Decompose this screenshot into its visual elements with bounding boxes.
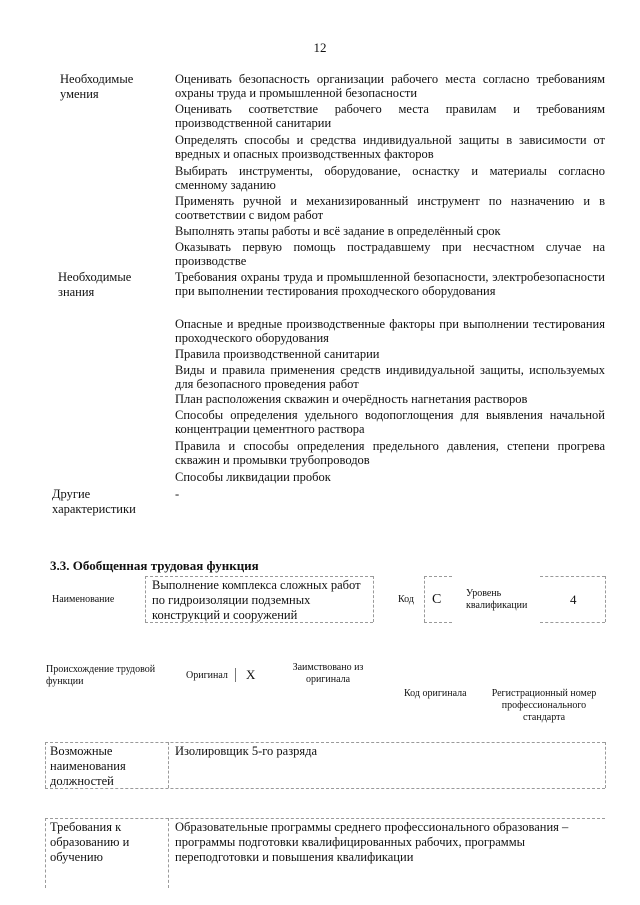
other-label: Другие характеристики <box>52 487 136 516</box>
education-label: Требования к образованию и обучению <box>50 820 130 864</box>
code-value: C <box>432 592 442 607</box>
reg-number-label: Регистрационный номер профессионального стандарта <box>491 688 597 723</box>
knowledge-item: Опасные и вредные производственные факторы при выполнении тестирования проходческого оборудования <box>175 317 605 345</box>
skill-item: Выбирать инструменты, оборудование, оснастку и материалы согласно сменному заданию <box>175 164 605 192</box>
page-number: 12 <box>313 40 327 55</box>
name-label: Наименование <box>52 594 115 605</box>
skill-item: Выполнять этапы работы и всё задание в определённый срок <box>175 224 501 238</box>
skill-item: Оценивать соответствие рабочего места правилам и требованиям производственной санитарии <box>175 102 605 130</box>
original-label: Оригинал <box>186 670 228 681</box>
positions-label: Возможные наименования должностей <box>50 744 126 788</box>
borrowed-label: Заимствовано из оригинала <box>292 662 364 685</box>
level-label: Уровень квалификации <box>466 588 528 611</box>
knowledge-item: Правила производственной санитарии <box>175 347 380 361</box>
positions-value: Изолировщик 5-го разряда <box>175 744 318 758</box>
other-value: - <box>175 487 180 501</box>
skill-item: Оценивать безопасность организации рабочего места согласно требованиям охраны труда и промышленной безопасности <box>175 72 605 100</box>
code-label: Код <box>398 594 414 605</box>
knowledge-item: Виды и правила применения средств индивидуальной защиты, используемых для безопасного проведения работ <box>175 363 605 391</box>
knowledge-item: Способы определения удельного водопоглощения для выявления начальной концентрации цементного раствора <box>175 408 605 436</box>
level-value: 4 <box>570 592 577 607</box>
code-original-label: Код оригинала <box>404 688 467 699</box>
skill-item: Применять ручной и механизированный инструмент по назначению и в соответствии с видом работ <box>175 194 605 222</box>
original-mark: X <box>246 667 256 682</box>
name-value: Выполнение комплекса сложных работ по гидроизоляции подземных конструкций и сооружений <box>152 578 361 622</box>
skills-label: Необходимые умения <box>60 72 134 101</box>
knowledge-item: Требования охраны труда и промышленной безопасности, электробезопасности при выполнении тестирования проходческого оборудования <box>175 270 605 298</box>
knowledge-item: План расположения скважин и очерёдность нагнетания растворов <box>175 392 528 406</box>
skill-item: Оказывать первую помощь пострадавшему при несчастном случае на производстве <box>175 240 605 268</box>
education-value: Образовательные программы среднего профессионального образования – программы подготовки квалифицированных рабочих, программы переподготовки и повышения квалификации <box>175 820 569 864</box>
origin-label: Происхождение трудовой функции <box>46 664 156 687</box>
knowledge-item: Правила и способы определения предельного давления, степени прогрева скважин и промывки трубопроводов <box>175 439 605 467</box>
knowledge-item: Способы ликвидации пробок <box>175 470 331 484</box>
knowledge-label: Необходимые знания <box>58 270 132 299</box>
skill-item: Определять способы и средства индивидуальной защиты в зависимости от вредных и опасных производственных факторов <box>175 133 605 161</box>
section-title: 3.3. Обобщенная трудовая функция <box>50 558 259 573</box>
